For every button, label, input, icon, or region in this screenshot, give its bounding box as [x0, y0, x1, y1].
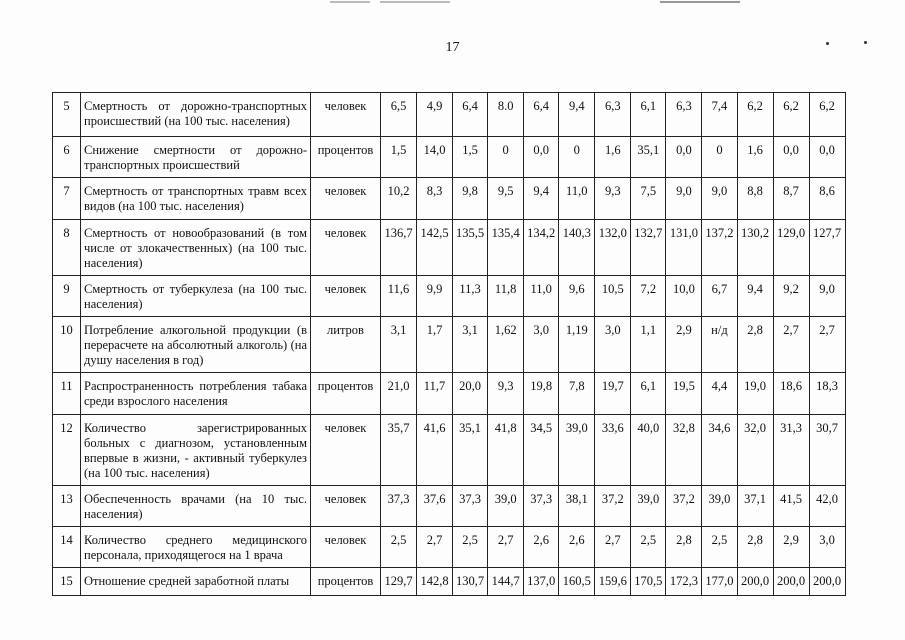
value-cell: 9,0 — [702, 178, 737, 220]
value-cell: 42,0 — [809, 486, 845, 527]
value-cell: 37,2 — [666, 486, 702, 527]
value-cell: 19,8 — [524, 373, 559, 415]
value-cell: 1,19 — [559, 317, 595, 373]
value-cell: 9,6 — [559, 276, 595, 317]
value-cell: 19,5 — [666, 373, 702, 415]
value-cell: 7,5 — [631, 178, 666, 220]
value-cell: 131,0 — [666, 220, 702, 276]
row-number: 8 — [53, 220, 81, 276]
unit-of-measure: человек — [311, 93, 381, 137]
table-row — [53, 276, 846, 317]
value-cell: 39,0 — [559, 415, 595, 486]
value-cell: 160,5 — [559, 568, 595, 596]
value-cell: 8,6 — [809, 178, 845, 220]
value-cell: 9,0 — [666, 178, 702, 220]
value-cell: 20,0 — [453, 373, 488, 415]
value-cell: 129,0 — [773, 220, 809, 276]
value-cell: 10,5 — [595, 276, 631, 317]
value-cell: 6,7 — [702, 276, 737, 317]
unit-of-measure: человек — [311, 486, 381, 527]
table-row — [53, 317, 846, 373]
indicator-name: Смертность от транспортных травм всех видов (на 100 тыс. населения) — [81, 178, 311, 220]
value-cell: 7,8 — [559, 373, 595, 415]
value-cell: 144,7 — [488, 568, 524, 596]
value-cell: 6,2 — [773, 93, 809, 137]
value-cell: 4,9 — [417, 93, 453, 137]
table-row — [53, 415, 846, 486]
value-cell: 37,1 — [737, 486, 773, 527]
value-cell: 200,0 — [737, 568, 773, 596]
indicator-name: Потребление алкогольной продукции (в перерасчете на абсолютный алкоголь) (на душу населения в год) — [81, 317, 311, 373]
value-cell: 38,1 — [559, 486, 595, 527]
value-cell: 2,7 — [809, 317, 845, 373]
value-cell: 10,0 — [666, 276, 702, 317]
value-cell: 34,5 — [524, 415, 559, 486]
row-number: 10 — [53, 317, 81, 373]
unit-of-measure: человек — [311, 527, 381, 568]
value-cell: 32,0 — [737, 415, 773, 486]
table-row — [53, 486, 846, 527]
value-cell: 6,3 — [595, 93, 631, 137]
value-cell: 18,3 — [809, 373, 845, 415]
value-cell: 35,7 — [381, 415, 417, 486]
value-cell: 2,5 — [631, 527, 666, 568]
table-row — [53, 373, 846, 415]
value-cell: 2,6 — [559, 527, 595, 568]
table-row — [53, 220, 846, 276]
value-cell: 37,3 — [453, 486, 488, 527]
unit-of-measure: процентов — [311, 568, 381, 596]
row-number: 7 — [53, 178, 81, 220]
value-cell: 6,3 — [666, 93, 702, 137]
value-cell: 170,5 — [631, 568, 666, 596]
value-cell: 2,8 — [737, 317, 773, 373]
value-cell: 7,2 — [631, 276, 666, 317]
indicator-name: Смертность от дорожно-транспортных происшествий (на 100 тыс. населения) — [81, 93, 311, 137]
value-cell: 2,9 — [666, 317, 702, 373]
table-row — [53, 178, 846, 220]
value-cell: 132,0 — [595, 220, 631, 276]
value-cell: 9,4 — [524, 178, 559, 220]
value-cell: 1,6 — [595, 137, 631, 178]
table-row — [53, 568, 846, 596]
value-cell: 11,8 — [488, 276, 524, 317]
row-number: 15 — [53, 568, 81, 596]
value-cell: 8,7 — [773, 178, 809, 220]
unit-of-measure: человек — [311, 220, 381, 276]
row-number: 5 — [53, 93, 81, 137]
value-cell: 132,7 — [631, 220, 666, 276]
value-cell: 3,0 — [595, 317, 631, 373]
unit-of-measure: процентов — [311, 137, 381, 178]
table-row — [53, 93, 846, 137]
value-cell: 2,7 — [773, 317, 809, 373]
value-cell: 136,7 — [381, 220, 417, 276]
value-cell: 0,0 — [773, 137, 809, 178]
value-cell: 130,2 — [737, 220, 773, 276]
value-cell: 6,2 — [809, 93, 845, 137]
value-cell: 3,0 — [524, 317, 559, 373]
table-row — [53, 527, 846, 568]
indicator-name: Смертность от новообразований (в том числе от злокачественных) (на 100 тыс. населения) — [81, 220, 311, 276]
indicator-name: Отношение средней заработной платы — [81, 568, 311, 596]
row-number: 11 — [53, 373, 81, 415]
value-cell: 200,0 — [809, 568, 845, 596]
value-cell: 32,8 — [666, 415, 702, 486]
value-cell: 19,7 — [595, 373, 631, 415]
value-cell: 172,3 — [666, 568, 702, 596]
value-cell: 137,0 — [524, 568, 559, 596]
row-number: 14 — [53, 527, 81, 568]
value-cell: 18,6 — [773, 373, 809, 415]
value-cell: 11,7 — [417, 373, 453, 415]
indicator-name: Обеспеченность врачами (на 10 тыс. населения) — [81, 486, 311, 527]
value-cell: 0 — [559, 137, 595, 178]
value-cell: 33,6 — [595, 415, 631, 486]
value-cell: 37,3 — [381, 486, 417, 527]
value-cell: 8,3 — [417, 178, 453, 220]
value-cell: 37,3 — [524, 486, 559, 527]
value-cell: 11,3 — [453, 276, 488, 317]
value-cell: 39,0 — [488, 486, 524, 527]
value-cell: 11,6 — [381, 276, 417, 317]
value-cell: 31,3 — [773, 415, 809, 486]
indicator-name: Распространенность потребления табака среди взрослого населения — [81, 373, 311, 415]
unit-of-measure: человек — [311, 415, 381, 486]
value-cell: 0 — [488, 137, 524, 178]
row-number: 6 — [53, 137, 81, 178]
indicator-name: Смертность от туберкулеза (на 100 тыс. населения) — [81, 276, 311, 317]
value-cell: 142,5 — [417, 220, 453, 276]
value-cell: 11,0 — [524, 276, 559, 317]
value-cell: 9,8 — [453, 178, 488, 220]
value-cell: 10,2 — [381, 178, 417, 220]
value-cell: 2,5 — [381, 527, 417, 568]
value-cell: 41,6 — [417, 415, 453, 486]
scan-edge-marks — [0, 0, 905, 6]
value-cell: 177,0 — [702, 568, 737, 596]
value-cell: 142,8 — [417, 568, 453, 596]
value-cell: 3,1 — [381, 317, 417, 373]
value-cell: 2,7 — [595, 527, 631, 568]
value-cell: 21,0 — [381, 373, 417, 415]
value-cell: 129,7 — [381, 568, 417, 596]
value-cell: 2,6 — [524, 527, 559, 568]
value-cell: 159,6 — [595, 568, 631, 596]
value-cell: 9,4 — [559, 93, 595, 137]
value-cell: 2,7 — [417, 527, 453, 568]
table-row — [53, 137, 846, 178]
value-cell: 9,4 — [737, 276, 773, 317]
value-cell: 135,5 — [453, 220, 488, 276]
value-cell: 1,5 — [381, 137, 417, 178]
value-cell: 6,5 — [381, 93, 417, 137]
scan-speck — [826, 42, 829, 45]
value-cell: н/д — [702, 317, 737, 373]
value-cell: 137,2 — [702, 220, 737, 276]
value-cell: 14,0 — [417, 137, 453, 178]
value-cell: 7,4 — [702, 93, 737, 137]
value-cell: 9,3 — [488, 373, 524, 415]
value-cell: 9,2 — [773, 276, 809, 317]
value-cell: 1,6 — [737, 137, 773, 178]
value-cell: 0,0 — [666, 137, 702, 178]
value-cell: 6,1 — [631, 373, 666, 415]
value-cell: 2,5 — [702, 527, 737, 568]
value-cell: 19,0 — [737, 373, 773, 415]
value-cell: 9,0 — [809, 276, 845, 317]
value-cell: 9,9 — [417, 276, 453, 317]
value-cell: 1,5 — [453, 137, 488, 178]
value-cell: 135,4 — [488, 220, 524, 276]
value-cell: 11,0 — [559, 178, 595, 220]
value-cell: 134,2 — [524, 220, 559, 276]
value-cell: 2,5 — [453, 527, 488, 568]
value-cell: 30,7 — [809, 415, 845, 486]
value-cell: 35,1 — [631, 137, 666, 178]
value-cell: 6,2 — [737, 93, 773, 137]
value-cell: 6,4 — [524, 93, 559, 137]
value-cell: 41,5 — [773, 486, 809, 527]
unit-of-measure: человек — [311, 178, 381, 220]
value-cell: 2,9 — [773, 527, 809, 568]
value-cell: 127,7 — [809, 220, 845, 276]
value-cell: 40,0 — [631, 415, 666, 486]
unit-of-measure: процентов — [311, 373, 381, 415]
value-cell: 4,4 — [702, 373, 737, 415]
value-cell: 35,1 — [453, 415, 488, 486]
scan-speck — [864, 41, 867, 44]
value-cell: 8,8 — [737, 178, 773, 220]
value-cell: 9,3 — [595, 178, 631, 220]
value-cell: 130,7 — [453, 568, 488, 596]
indicator-name: Снижение смертности от дорожно-транспортных происшествий — [81, 137, 311, 178]
indicators-table — [52, 92, 846, 596]
row-number: 12 — [53, 415, 81, 486]
value-cell: 9,5 — [488, 178, 524, 220]
value-cell: 34,6 — [702, 415, 737, 486]
value-cell: 1,1 — [631, 317, 666, 373]
value-cell: 39,0 — [702, 486, 737, 527]
value-cell: 0,0 — [809, 137, 845, 178]
row-number: 13 — [53, 486, 81, 527]
value-cell: 1,62 — [488, 317, 524, 373]
row-number: 9 — [53, 276, 81, 317]
value-cell: 6,1 — [631, 93, 666, 137]
value-cell: 2,7 — [488, 527, 524, 568]
value-cell: 0,0 — [524, 137, 559, 178]
unit-of-measure: литров — [311, 317, 381, 373]
value-cell: 2,8 — [666, 527, 702, 568]
value-cell: 41,8 — [488, 415, 524, 486]
page-number: 17 — [445, 40, 460, 55]
indicator-name: Количество среднего медицинского персонала, приходящегося на 1 врача — [81, 527, 311, 568]
value-cell: 3,1 — [453, 317, 488, 373]
value-cell: 0 — [702, 137, 737, 178]
value-cell: 200,0 — [773, 568, 809, 596]
value-cell: 8.0 — [488, 93, 524, 137]
value-cell: 3,0 — [809, 527, 845, 568]
value-cell: 1,7 — [417, 317, 453, 373]
unit-of-measure: человек — [311, 276, 381, 317]
value-cell: 2,8 — [737, 527, 773, 568]
value-cell: 37,6 — [417, 486, 453, 527]
indicator-name: Количество зарегистрированных больных с диагнозом, установленным впервые в жизни, - активный туберкулез (на 100 тыс. населения) — [81, 415, 311, 486]
value-cell: 37,2 — [595, 486, 631, 527]
value-cell: 140,3 — [559, 220, 595, 276]
value-cell: 39,0 — [631, 486, 666, 527]
value-cell: 6,4 — [453, 93, 488, 137]
